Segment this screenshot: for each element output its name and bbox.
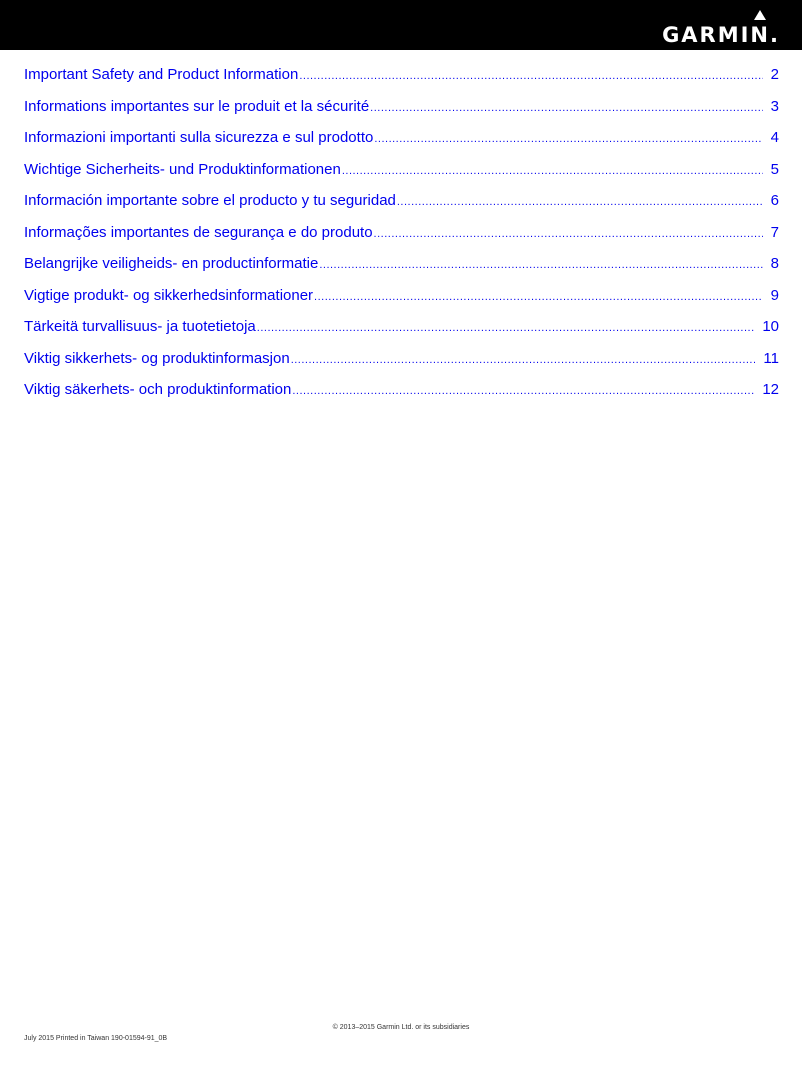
toc-entry-title: Informações importantes de segurança e do produto (24, 223, 373, 241)
toc-entry-page: 8 (770, 255, 779, 272)
toc-entry-title: Tärkeitä turvallisuus- ja tuotetietoja (24, 318, 256, 335)
toc-leader-dots (374, 221, 763, 247)
toc-leader-dots (319, 252, 762, 278)
toc-entry-italian[interactable] (24, 125, 779, 157)
toc-entry-dutch[interactable] (24, 251, 779, 283)
toc-entry-title: Informations importantes sur le produit et la sécurité (24, 97, 370, 115)
toc-leader-dots (257, 315, 755, 341)
toc-entry-english[interactable] (24, 62, 779, 94)
toc-entry-finnish[interactable] (24, 314, 779, 346)
toc-entry-page: 12 (762, 381, 779, 398)
toc-entry-portuguese[interactable] (24, 220, 779, 252)
toc-leader-dots (291, 347, 756, 373)
toc-entry-page: 2 (770, 66, 779, 83)
toc-leader-dots (314, 284, 763, 310)
table-of-contents (24, 62, 779, 409)
toc-entry-title: Viktig säkerhets- och produktinformation (24, 381, 292, 398)
toc-leader-dots (299, 63, 762, 89)
logo-text: GARMIN. (662, 23, 780, 47)
footer-copyright: © 2013–2015 Garmin Ltd. or its subsidiaries (332, 1024, 470, 1031)
toc-entry-page: 5 (770, 160, 779, 178)
toc-entry-swedish[interactable] (24, 377, 779, 409)
toc-leader-dots (342, 158, 763, 184)
toc-entry-page: 11 (763, 349, 779, 367)
toc-entry-page: 7 (770, 223, 779, 241)
toc-entry-title: Informazioni importanti sulla sicurezza e sul prodotto (24, 129, 374, 146)
toc-entry-title: Belangrijke veiligheids- en productinformatie (24, 255, 319, 272)
toc-entry-title: Información importante sobre el producto y tu seguridad (24, 192, 396, 209)
toc-entry-page: 3 (770, 97, 779, 115)
toc-leader-dots (397, 189, 763, 215)
toc-entry-german[interactable] (24, 157, 779, 189)
toc-entry-danish[interactable] (24, 283, 779, 315)
toc-entry-title: Wichtige Sicherheits- und Produktinformationen (24, 160, 341, 178)
toc-entry-french[interactable] (24, 94, 779, 126)
toc-entry-spanish[interactable] (24, 188, 779, 220)
toc-entry-title: Important Safety and Product Information (24, 66, 299, 83)
toc-leader-dots (292, 378, 754, 404)
garmin-delta-icon (754, 10, 766, 20)
toc-entry-page: 6 (770, 192, 779, 209)
toc-leader-dots (370, 95, 762, 121)
toc-entry-page: 4 (770, 129, 779, 146)
footer-print-info: July 2015 Printed in Taiwan 190-01594-91_0B (24, 1035, 168, 1042)
toc-entry-title: Viktig sikkerhets- og produktinformasjon (24, 349, 290, 367)
toc-entry-title: Vigtige produkt- og sikkerhedsinformationer (24, 286, 314, 304)
header-bar (0, 0, 802, 50)
toc-entry-page: 10 (762, 318, 779, 335)
toc-entry-page: 9 (770, 286, 779, 304)
toc-leader-dots (374, 126, 762, 152)
toc-entry-norwegian[interactable] (24, 346, 779, 378)
